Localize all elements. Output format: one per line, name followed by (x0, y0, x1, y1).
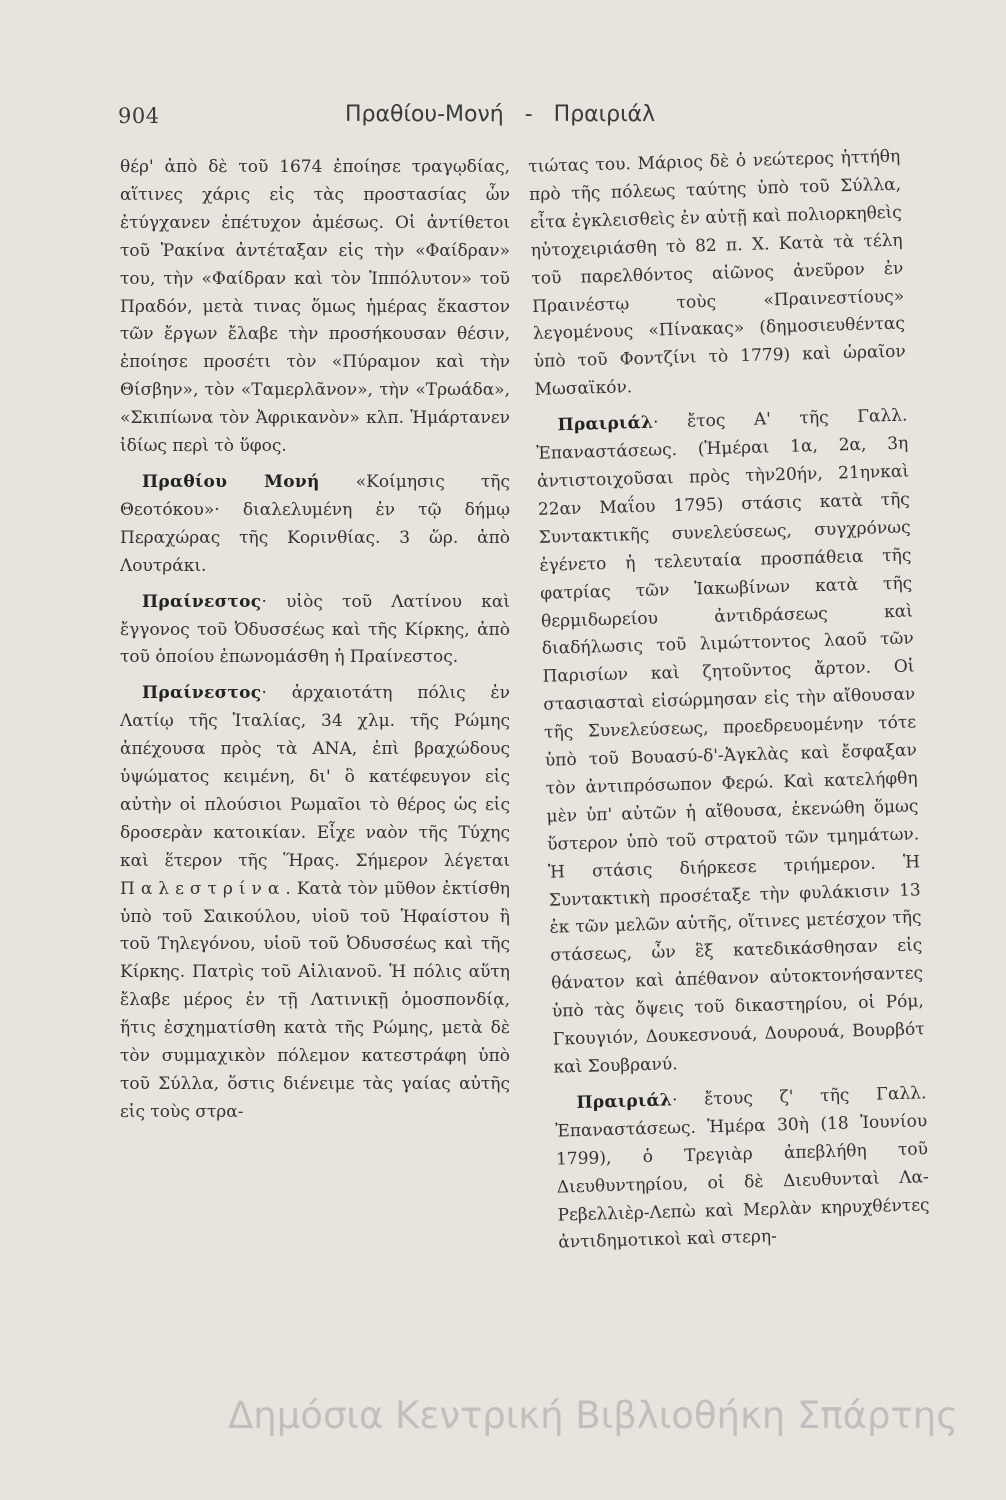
entry-prairial-year-7 (554, 1080, 931, 1258)
headword: Πραίνεστος (142, 683, 262, 704)
running-head-left-term: Πραθίου-Μονή (345, 102, 504, 127)
page-number: 904 (118, 104, 160, 128)
entry-continuation: θέρ' ἀπὸ δὲ τοῦ 1674 ἐποίησε τραγῳδίας, αἵτινες χάρις εἰς τὰς προστασίας ὧν ἐτύγχανεν ἐπέτυχον ἀμέσως. Οἱ ἀντίθετοι τοῦ Ῥακίνα ἀντέταξαν εἰς τὴν «Φαίδραν» του, τὴν «Φαίδραν καὶ τὸν Ἱππόλυτον» τοῦ Πραδόν, μετὰ τινας ὅμως ἡμέρας ἕκαστον τῶν ἔργων ἔλαβε τὴν προσήκουσαν θέσιν, ἐποίησε προσέτι τὸν «Πύραμον καὶ τὴν Θίσβην», τὸν «Ταμερλᾶνον», τὴν «Τρωάδα», «Σκιπίωνα τὸν Ἀφρικανὸν» κλπ. Ἡμάρτανεν ἰδίως περὶ τὸ ὕφος. (120, 157, 510, 457)
page-header (0, 0, 1006, 140)
entry-text: · υἱὸς τοῦ Λατίνου καὶ ἔγγονος τοῦ Ὀδυσσέως καὶ τῆς Κίρκης, ἀπὸ τοῦ ὁποίου ἐπωνομάσθη ἡ Πραίνεστος. (120, 591, 510, 668)
headword: Πραίνεστος (142, 591, 262, 612)
entry-text: . Κατὰ τὸν μῦθον ἐκτίσθη ὑπὸ τοῦ Σαικούλου, υἱοῦ τοῦ Ἡφαίστου ἢ τοῦ Τηλεγόνου, υἱοῦ τοῦ Ὀδυσσέως καὶ τῆς Κίρκης. Πατρὶς τοῦ Αἰλιανοῦ. Ἡ πόλις αὕτη ἔλαβε μέρος ἐν τῇ Λατινικῇ ὁμοσπονδίᾳ, ἥτις ἐσχηματίσθη κατὰ τῆς Ρώμης, μετὰ δὲ τὸν συμμαχικὸν πόλεμον κατεστράφη ὑπὸ τοῦ Σύλλα, ὅστις διένειμε τὰς γαίας αὐτῆς εἰς τοὺς στρα- (120, 878, 510, 1122)
entry-text: · ἀρχαιοτάτη πόλις ἐν Λατίῳ τῆς Ἰταλίας, 34 χλμ. τῆς Ρώμης ἀπέχουσα πρὸς τὰ ΑΝΑ, ἐπὶ βραχώδους ὑψώματος κειμένη, δι' ὃ κατέφευγον εἰς αὐτὴν οἱ πλούσιοι Ρωμαῖοι τὸ θέρος ὡς εἰς δροσερὰν κατοικίαν. Εἶχε ναὸν τῆς Τύχης καὶ ἕτερον τῆς Ἥρας. Σήμερον λέγεται (120, 683, 510, 871)
entry-prathiou-moni (120, 469, 510, 581)
entry-prairial-year-1 (535, 403, 926, 1083)
entry-prainestos-city (120, 680, 510, 1127)
entry-prainestos-person (120, 589, 510, 673)
modern-name: Παλεστρίνα (120, 878, 286, 899)
entry-continuation: τιώτας του. Μάριος δὲ ὁ νεώτερος ἡττήθη πρὸ τῆς πόλεως ταύτης ὑπὸ τοῦ Σύλλα, εἶτα ἐγκλεισθεὶς ἐν αὐτῇ καὶ πολιορκηθεὶς ηὐτοχειριάσθη τὸ 82 π. Χ. Κατὰ τὰ τέλη τοῦ παρελθόντος αἰῶνος ἀνεῦρον ἐν Πραινέστῳ τοὺς «Πραινεστίους» λεγομένους «Πίνακας» (δημοσιευθέντας ὑπὸ τοῦ Φοντζίνι τὸ 1779) καὶ ὡραῖον Μωσαϊκόν. (528, 146, 906, 401)
running-head-right-term: Πραιριάλ (553, 102, 656, 127)
running-head-dash: - (524, 102, 533, 127)
headword: Πραιριάλ (557, 412, 654, 436)
entry-text: · ἔτους ζ' τῆς Γαλλ. Ἐπαναστάσεως. Ἡμέρα 30ὴ (18 Ἰουνίου 1799), ὁ Τρεγιὰρ ἀπεβλήθη τοῦ Διευθυντηρίου, οἱ δὲ Διευθυνταὶ Λα-Ρεβελλιὲρ-Λεπὼ καὶ Μερλὰν κηρυχθέντες ἀντιδημοτικοὶ καὶ στερη- (555, 1083, 930, 1254)
left-column (120, 154, 510, 1135)
right-column (528, 144, 931, 1266)
headword: Πραιριάλ (576, 1090, 673, 1113)
entry-text: «Κοίμησις τῆς Θεοτόκου»· διαλελυμένη ἐν τῷ δήμῳ Περαχώρας τῆς Κορινθίας. 3 ὥρ. ἀπὸ Λουτράκι. (120, 471, 510, 576)
running-head (345, 102, 655, 127)
entry-text: · ἔτος Α' τῆς Γαλλ. Ἐπαναστάσεως. (Ἡμέραι 1α, 2α, 3η ἀντιστοιχοῦσαι πρὸς τὴν20ήν, 21ηνκαὶ 22αν Μαΐου 1795) στάσις κατὰ τῆς Συντακτικῆς συνελεύσεως, συγχρόνως ἐγένετο ἡ τελευταία προσπάθεια τῆς φατρίας τῶν Ἰακωβίνων κατὰ τῆς θερμιδωρείου ἀντιδράσεως καὶ διαδήλωσις τοῦ λιμώττοντος λαοῦ τῶν Παρισίων καὶ ζητοῦντος ἄρτον. Οἱ στασιασταὶ εἰσώρμησαν εἰς τὴν αἴθουσαν τῆς Συνελεύσεως, προεδρευομένην τότε ὑπὸ τοῦ Βουασύ-δ'-Ἀγκλὰς καὶ ἔσφαξαν τὸν ἀντιπρόσωπον Φερώ. Καὶ κατελήφθη μὲν ὑπ' αὐτῶν ἡ αἴθουσα, ἐκενώθη ὅμως ὕστερον ὑπὸ τοῦ στρατοῦ τῶν τμημάτων. Ἡ στάσις διήρκεσε τριήμερον. Ἡ Συντακτικὴ προσέταξε τὴν φυλάκισιν 13 ἐκ τῶν μελῶν αὐτῆς, οἵτινες μετέσχον τῆς στάσεως, ὧν ἓξ κατεδικάσθησαν εἰς θάνατον καὶ ἀπέθανον αὐτοκτονήσαντες ὑπὸ τὰς ὄψεις τοῦ δικαστηρίου, οἱ Ρόμ, Γκουγιόν, Δουκεσνουά, Δουρουά, Βουρβότ καὶ Σουβρανύ. (536, 405, 925, 1078)
library-watermark: Δημόσια Κεντρική Βιβλιοθήκη Σπάρτης (228, 1394, 958, 1437)
headword: Πραθίου Μονή (142, 471, 320, 492)
